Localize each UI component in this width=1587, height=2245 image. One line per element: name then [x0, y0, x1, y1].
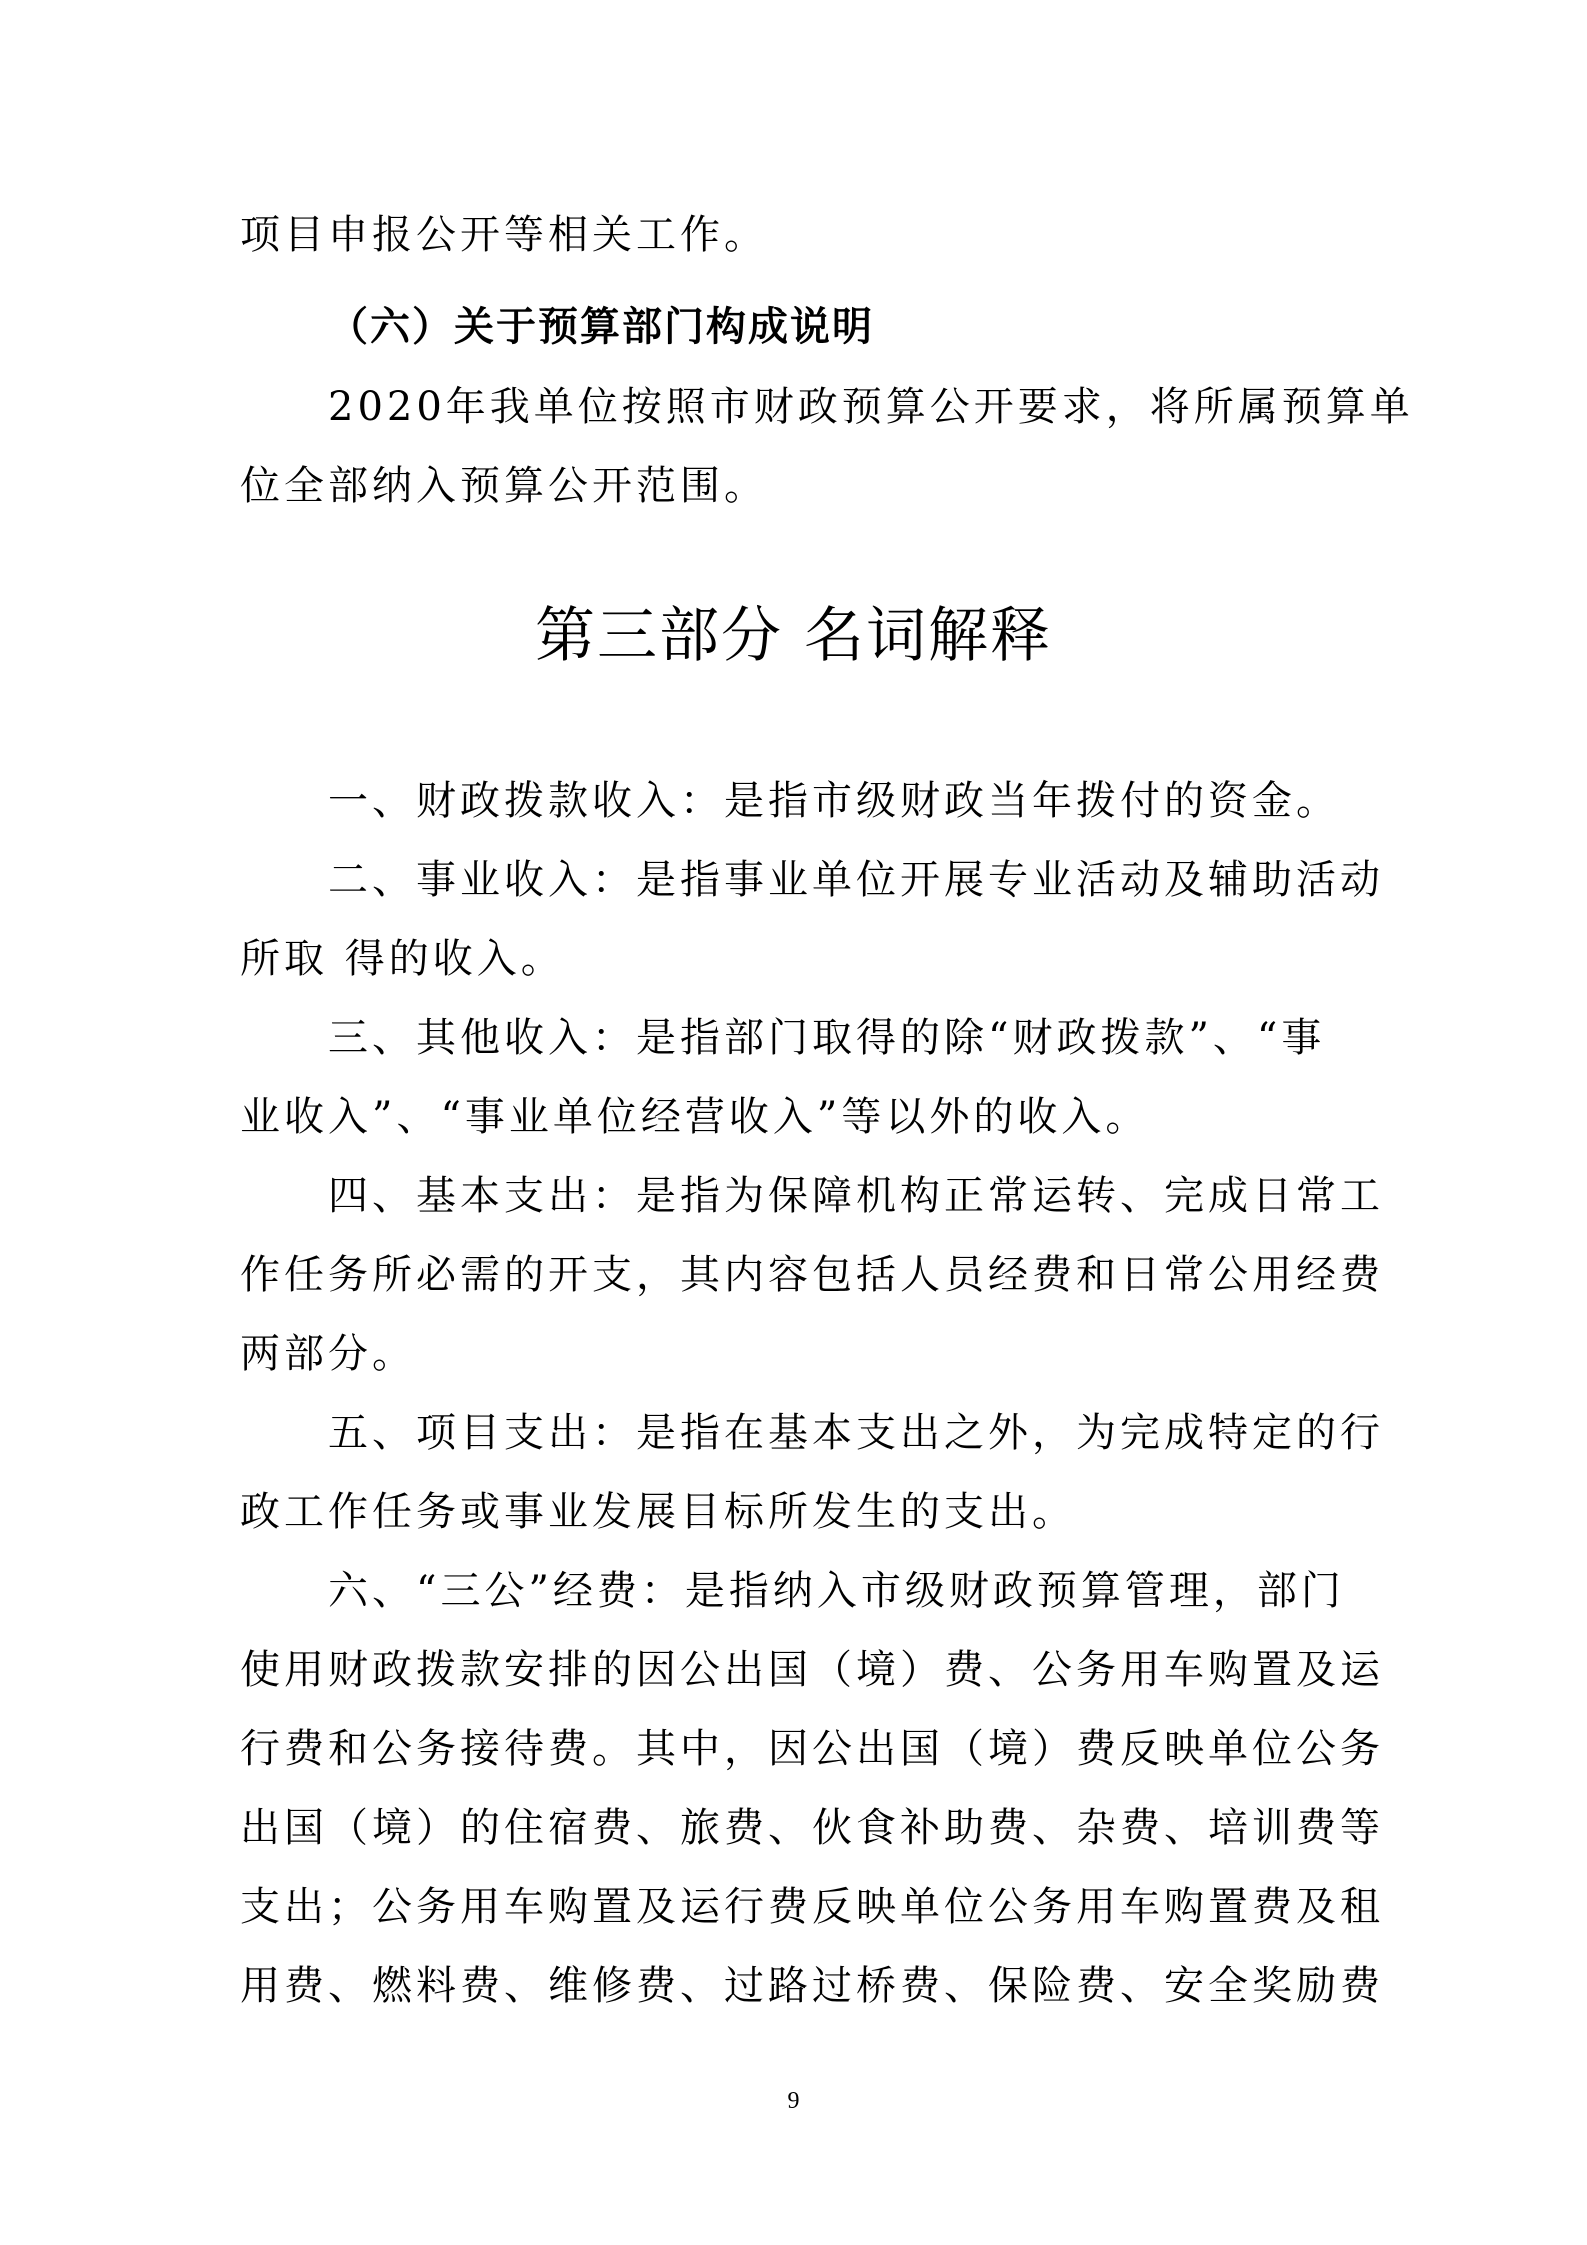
text-line: 两部分。: [240, 1331, 416, 1377]
text-line: 四、基本支出：是指为保障机构正常运转、完成日常工: [328, 1173, 1384, 1219]
text-line: 项目申报公开等相关工作。: [240, 212, 768, 258]
part-title: 第三部分 名词解释: [534, 601, 1053, 671]
text-line: 位全部纳入预算公开范围。: [240, 463, 768, 509]
text-line: 支出；公务用车购置及运行费反映单位公务用车购置费及租: [240, 1884, 1384, 1930]
section-heading: （六）关于预算部门构成说明: [328, 304, 874, 350]
definitions-list: [240, 762, 1384, 2026]
text-line: 二、事业收入：是指事业单位开展专业活动及辅助活动: [328, 857, 1384, 903]
text-line: 五、项目支出：是指在基本支出之外，为完成特定的行: [328, 1410, 1384, 1456]
text-line: 出国（境）的住宿费、旅费、伙食补助费、杂费、培训费等: [240, 1805, 1384, 1851]
text-line: 六、“三公”经费：是指纳入市级财政预算管理，部门: [328, 1568, 1345, 1614]
text-line: 行费和公务接待费。其中，因公出国（境）费反映单位公务: [240, 1726, 1384, 1772]
page-number: 9: [787, 2088, 800, 2114]
text-line: 一、财政拨款收入：是指市级财政当年拨付的资金。: [328, 778, 1340, 824]
text-line: 所取 得的收入。: [240, 936, 565, 982]
definition-item: [240, 841, 1384, 999]
text-line: 业收入”、“事业单位经营收入”等以外的收入。: [240, 1094, 1150, 1140]
continuation-line: [240, 196, 1350, 275]
text-line: 使用财政拨款安排的因公出国（境）费、公务用车购置及运: [240, 1647, 1384, 1693]
text-line: 2020年我单位按照市财政预算公开要求，将所属预算单: [328, 384, 1414, 430]
definition-item: [240, 999, 1350, 1157]
definition-item: [240, 1157, 1384, 1394]
definition-item: [240, 1394, 1384, 1552]
definition-item: [240, 1552, 1384, 2026]
text-line: 用费、燃料费、维修费、过路过桥费、保险费、安全奖励费: [240, 1963, 1384, 2009]
section6-paragraph: [240, 368, 1414, 526]
text-line: 三、其他收入：是指部门取得的除“财政拨款”、“事: [328, 1015, 1326, 1061]
text-line: 作任务所必需的开支，其内容包括人员经费和日常公用经费: [240, 1252, 1384, 1298]
definition-item: [240, 762, 1350, 841]
text-line: 政工作任务或事业发展目标所发生的支出。: [240, 1489, 1076, 1535]
